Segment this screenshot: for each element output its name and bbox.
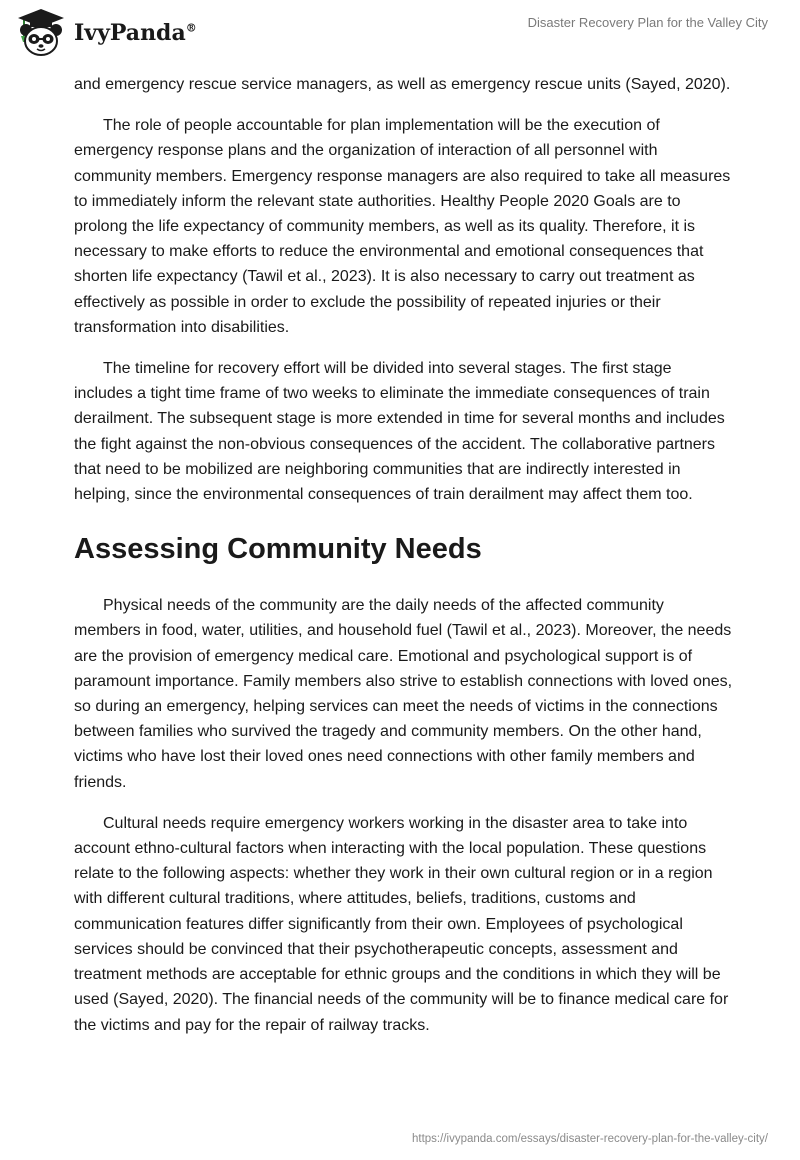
essay-body	[74, 72, 734, 1054]
page-header	[0, 0, 800, 70]
document-title: Disaster Recovery Plan for the Valley City	[527, 15, 768, 30]
trademark-symbol: ®	[185, 21, 197, 35]
section-heading: Assessing Community Needs	[74, 533, 482, 566]
brand-name: IvyPanda®	[74, 20, 197, 46]
paragraph: The timeline for recovery effort will be divided into several stages. The first stage includes a tight time frame of two weeks to eliminate the immediate consequences of train derailment. The subsequent stage is more extended in time for several months and includes the fight against the non-obvious consequences of the accident. The collaborative partners that need to be mobilized are neighboring communities that are indirectly interested in helping, since the environmental consequences of train derailment may affect them too.	[74, 360, 725, 504]
source-url[interactable]: https://ivypanda.com/essays/disaster-recovery-plan-for-the-valley-city/	[412, 1133, 768, 1145]
paragraph: Cultural needs require emergency workers working in the disaster area to take into account ethno-cultural factors when interacting with the local population. These questions relate to the following aspects: whether they work in their own cultural region or in a region with different cultural traditions, where attitudes, beliefs, traditions, customs and communication features differ significantly from their own. Employees of psychological services should be convinced that their psychotherapeutic concepts, assessment and treatment methods are acceptable for ethnic groups and the conditions in which they will be used (Sayed, 2020). The financial needs of the community will be to finance medical care for the victims and pay for the repair of railway tracks.	[74, 814, 729, 1034]
paragraph: The role of people accountable for plan implementation will be the execution of emergency response plans and the organization of interaction of all personnel with community members. Emergency response managers are also required to take all measures to immediately inform the relevant state authorities. Healthy People 2020 Goals are to prolong the life expectancy of community members, as well as its quality. Therefore, it is necessary to make efforts to reduce the environmental and emotional consequences that shorten life expectancy (Tawil et al., 2023). It is also necessary to carry out treatment as effectively as possible in order to exclude the possibility of repeated injuries or their transformation into disabilities.	[74, 117, 731, 336]
paragraph: and emergency rescue service managers, as well as emergency rescue units (Sayed, 2020).	[74, 76, 731, 93]
paragraph: Physical needs of the community are the daily needs of the affected community members in food, water, utilities, and household fuel (Tawil et al., 2023). Moreover, the needs are the provision of emergency medical care. Emotional and psychological support is of paramount importance. Family members also strive to establish connections with loved ones, so during an emergency, helping services can meet the needs of victims in the connections between families who survived the tragedy and community members. On the other hand, victims who have lost their loved ones need connections with other family members and friends.	[74, 597, 733, 791]
ivypanda-logo[interactable]	[14, 6, 244, 60]
panda-graduation-cap-icon	[14, 6, 68, 60]
